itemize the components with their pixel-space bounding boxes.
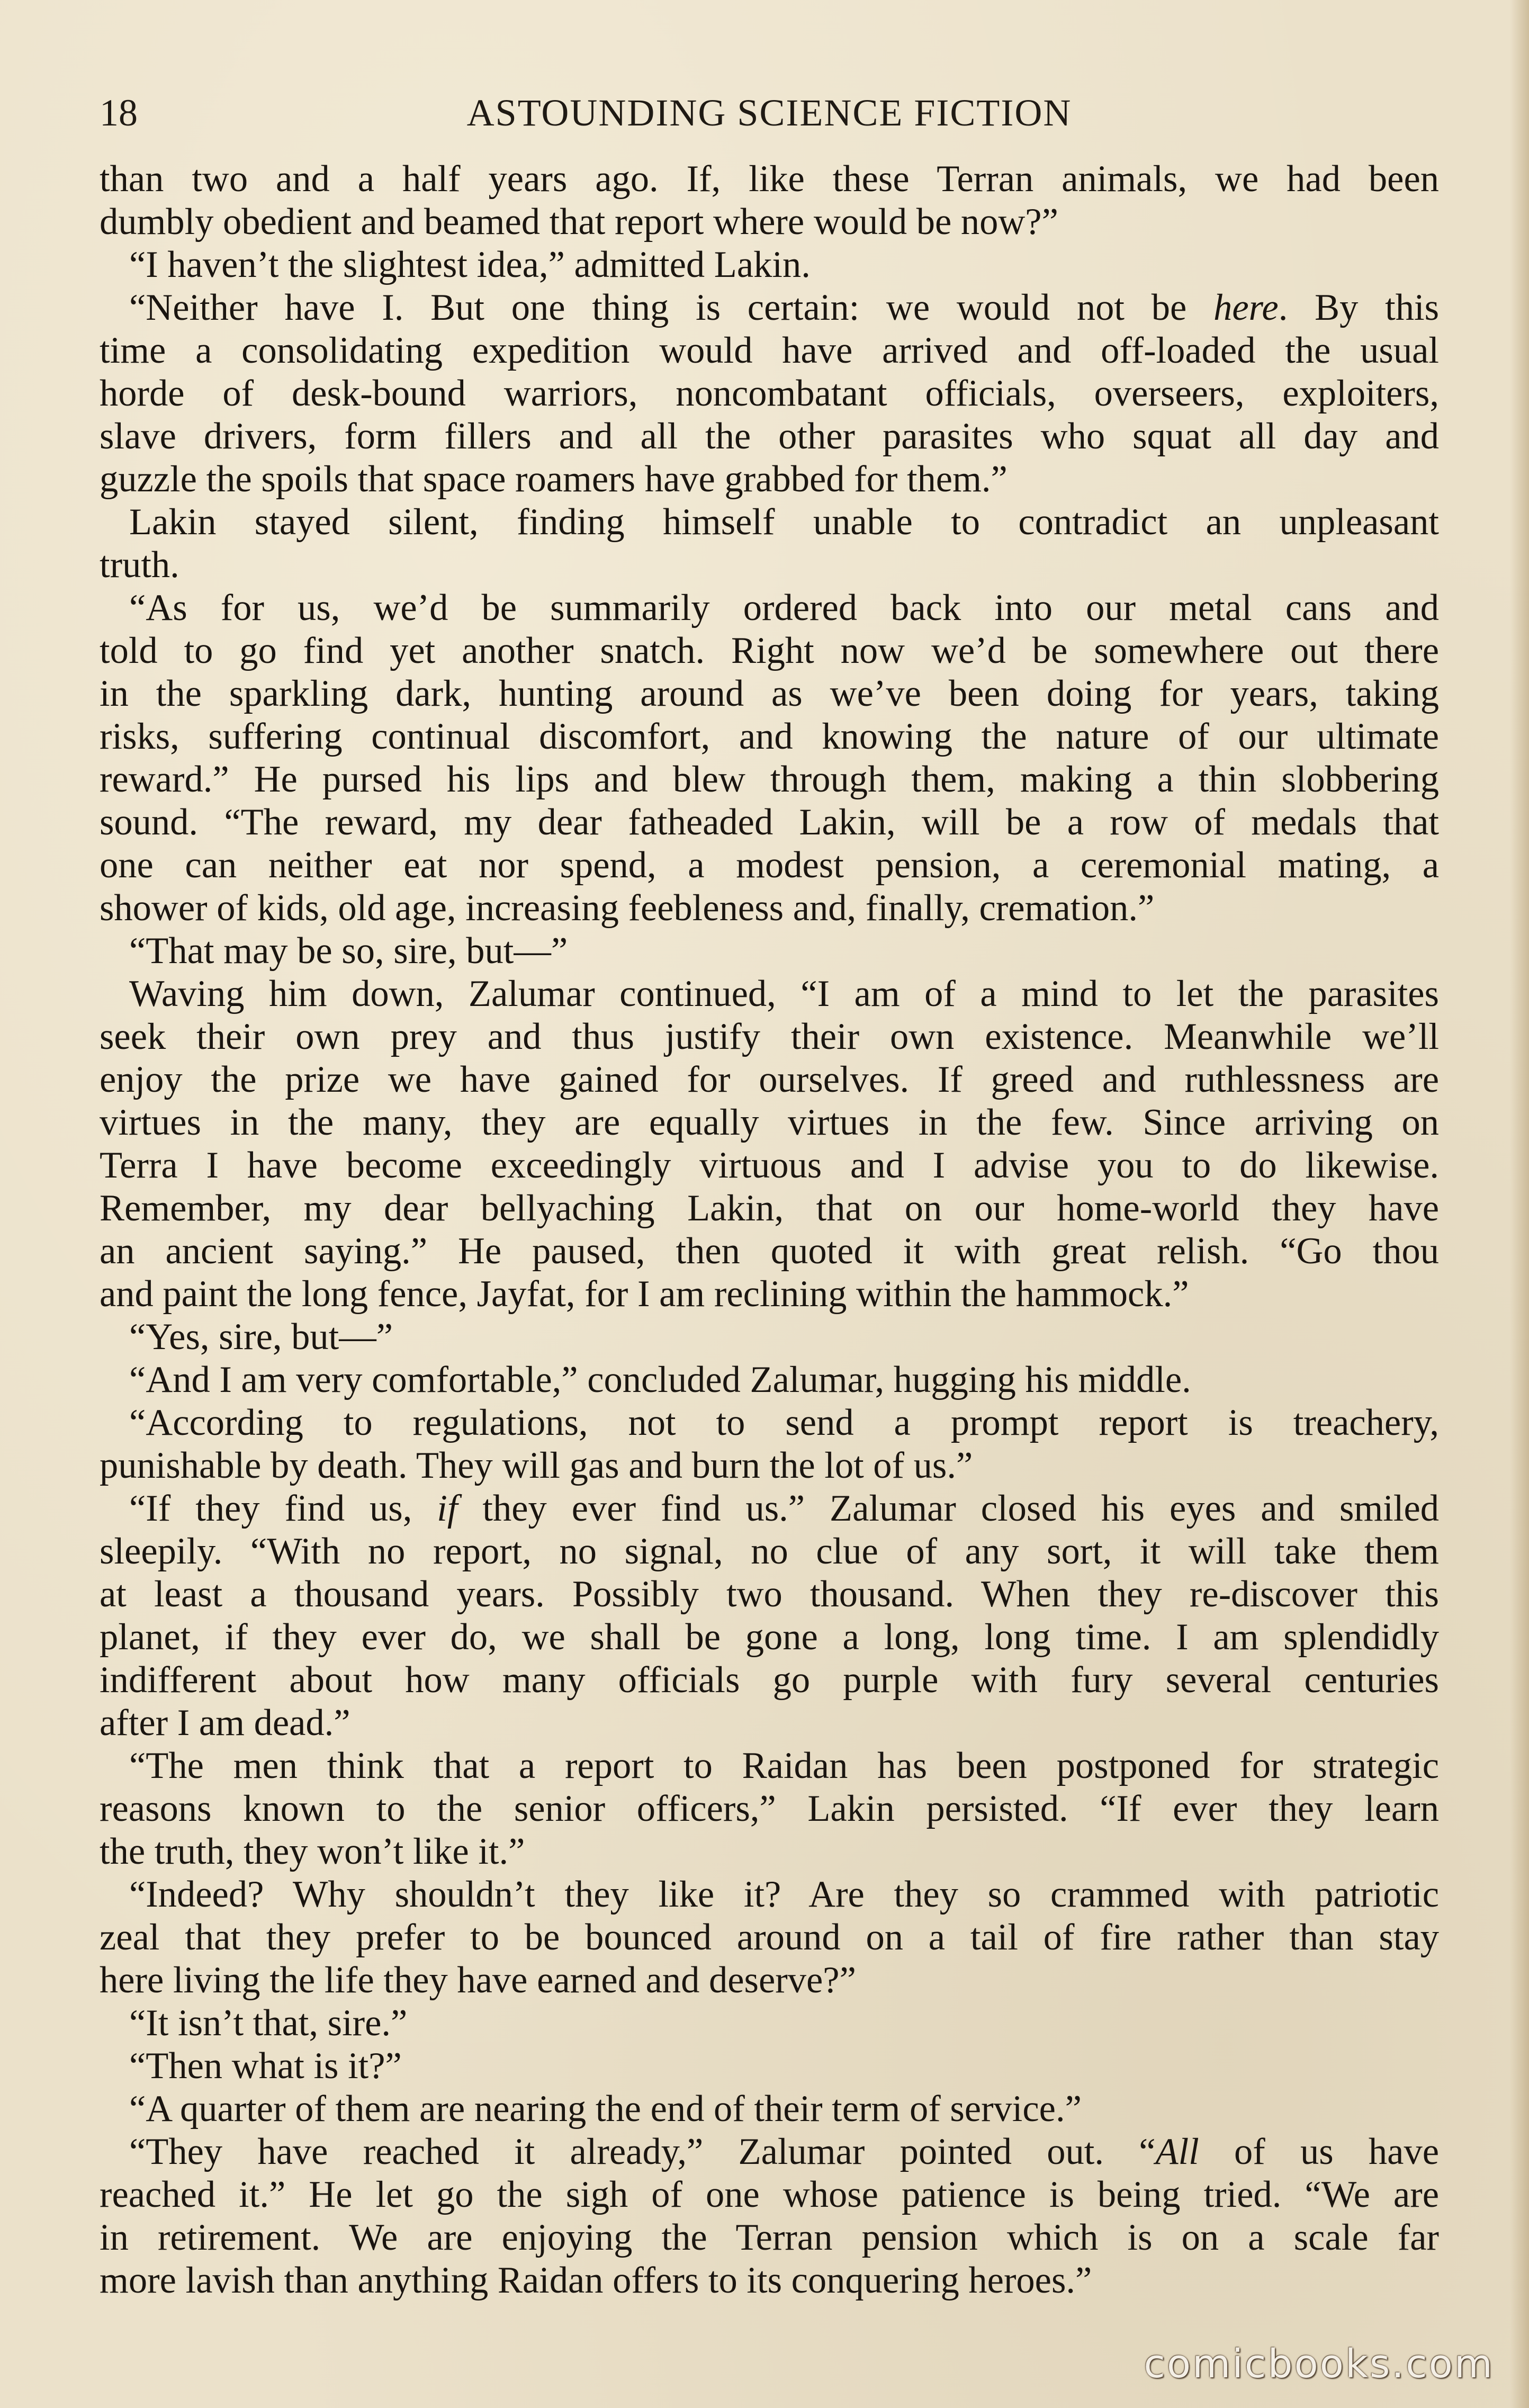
text-line: guzzle the spoils that space roamers have grabbed for them.” [100,459,1008,500]
text-line: sleepily. “With no report, no signal, no clue of any sort, it will take them [100,1531,1439,1572]
text-line: and paint the long fence, Jayfat, for I am reclining within the hammock.” [100,1273,1189,1315]
text-line: Terra I have become exceedingly virtuous and I advise you to do likewise. [100,1145,1439,1186]
text-line: in retirement. We are enjoying the Terran pension which is on a scale far [100,2217,1439,2258]
text-line: slave drivers, form fillers and all the other parasites who squat all day and [100,416,1439,457]
text-line: the truth, they won’t like it.” [100,1831,525,1872]
text-line: reasons known to the senior officers,” Lakin persisted. “If ever they learn [100,1788,1439,1829]
body-text [100,158,1439,2302]
text-line: truth. [100,544,179,586]
text-line: “Neither have I. But one thing is certain: we would not be here. By this [129,287,1439,328]
text-line: “That may be so, sire, but—” [129,930,568,972]
running-head: ASTOUNDING SCIENCE FICTION [466,92,1072,134]
text-line: “They have reached it already,” Zalumar pointed out. “All of us have [129,2131,1439,2172]
page-number: 18 [100,92,138,134]
text-line: punishable by death. They will gas and burn the lot of us.” [100,1445,973,1486]
text-line: shower of kids, old age, increasing feebleness and, finally, cremation.” [100,887,1155,929]
text-line: time a consolidating expedition would have arrived and off-loaded the usual [100,330,1439,371]
text-line: enjoy the prize we have gained for ourselves. If greed and ruthlessness are [100,1059,1439,1100]
text-line: seek their own prey and thus justify their own existence. Meanwhile we’ll [100,1016,1439,1057]
text-line: Remember, my dear bellyaching Lakin, that on our home-world they have [100,1188,1439,1229]
text-line: more lavish than anything Raidan offers to its conquering heroes.” [100,2260,1092,2301]
emphasis: All [1155,2131,1199,2172]
text-line: planet, if they ever do, we shall be gone a long, long time. I am splendidly [100,1616,1439,1658]
text-line: at least a thousand years. Possibly two thousand. When they re-discover this [100,1574,1439,1615]
text-line: in the sparkling dark, hunting around as we’ve been doing for years, taking [100,673,1439,714]
text-line: “It isn’t that, sire.” [129,2002,408,2044]
watermark: comicbooks.com [1144,2341,1494,2387]
text-line: “I haven’t the slightest idea,” admitted Lakin. [129,244,811,285]
text-line: “According to regulations, not to send a prompt report is treachery, [129,1402,1439,1443]
text-line: zeal that they prefer to be bounced around on a tail of fire rather than stay [100,1917,1439,1958]
text-line: one can neither eat nor spend, a modest pension, a ceremonial mating, a [100,844,1439,886]
text-line: Lakin stayed silent, finding himself unable to contradict an unpleasant [129,501,1439,543]
text-line: “A quarter of them are nearing the end of their term of service.” [129,2088,1082,2130]
text-line: indifferent about how many officials go purple with fury several centuries [100,1659,1439,1701]
text-line: after I am dead.” [100,1702,350,1744]
text-line: sound. “The reward, my dear fatheaded Lakin, will be a row of medals that [100,802,1439,843]
text-line: virtues in the many, they are equally virtues in the few. Since arriving on [100,1102,1439,1143]
text-line: reward.” He pursed his lips and blew through them, making a thin slobbering [100,759,1439,800]
text-line: dumbly obedient and beamed that report where would be now?” [100,201,1058,242]
text-line: reached it.” He let go the sigh of one whose patience is being tried. “We are [100,2174,1439,2215]
text-line: “Then what is it?” [129,2045,402,2087]
text-line: “Yes, sire, but—” [129,1316,393,1358]
page-edge-shadow [1510,0,1529,2408]
text-line: “If they find us, if they ever find us.” Zalumar closed his eyes and smiled [129,1488,1439,1529]
text-line: “Indeed? Why shouldn’t they like it? Are they so crammed with patriotic [129,1874,1439,1915]
text-line: an ancient saying.” He paused, then quoted it with great relish. “Go thou [100,1230,1439,1272]
text-line: “The men think that a report to Raidan has been postponed for strategic [129,1745,1439,1786]
emphasis: here [1213,287,1279,328]
text-line: risks, suffering continual discomfort, and knowing the nature of our ultimate [100,716,1439,757]
text-line: “And I am very comfortable,” concluded Zalumar, hugging his middle. [129,1359,1191,1400]
emphasis: if [437,1488,458,1529]
text-line: told to go find yet another snatch. Right now we’d be somewhere out there [100,630,1439,671]
page-header [100,89,1439,137]
text-line: than two and a half years ago. If, like these Terran animals, we had been [100,158,1439,200]
text-line: Waving him down, Zalumar continued, “I am of a mind to let the parasites [129,973,1439,1014]
text-line: horde of desk-bound warriors, noncombatant officials, overseers, exploiters, [100,373,1439,414]
text-line: here living the life they have earned and deserve?” [100,1960,856,2001]
text-line: “As for us, we’d be summarily ordered back into our metal cans and [129,587,1439,628]
